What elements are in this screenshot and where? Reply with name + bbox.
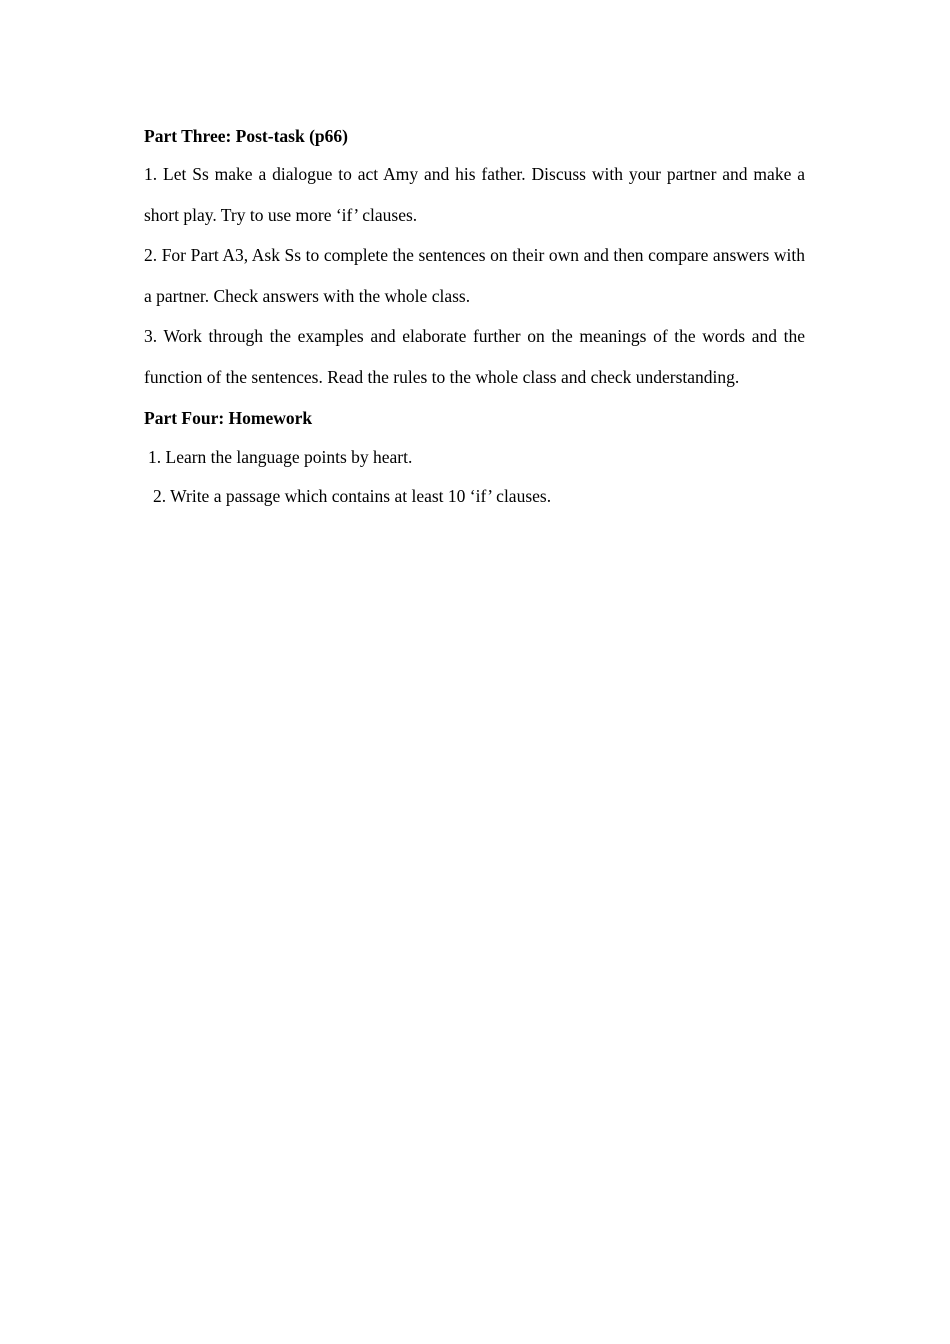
homework-item-1: 1. Learn the language points by heart.	[148, 447, 413, 467]
post-task-item-1: 1. Let Ss make a dialogue to act Amy and his father. Discuss with your partner and make a short play. Try to use more ‘if’ clauses.	[144, 164, 805, 225]
document-page	[144, 124, 805, 523]
post-task-item-3: 3. Work through the examples and elaborate further on the meanings of the words and the function of the sentences. Read the rules to the whole class and check understanding.	[144, 326, 805, 387]
section-heading-post-task: Part Three: Post-task (p66)	[144, 126, 348, 146]
homework-item-2: 2. Write a passage which contains at least 10 ‘if’ clauses.	[153, 486, 552, 506]
post-task-item-2: 2. For Part A3, Ask Ss to complete the sentences on their own and then compare answers with a partner. Check answers with the whole class.	[144, 245, 805, 306]
section-heading-homework: Part Four: Homework	[144, 408, 313, 428]
